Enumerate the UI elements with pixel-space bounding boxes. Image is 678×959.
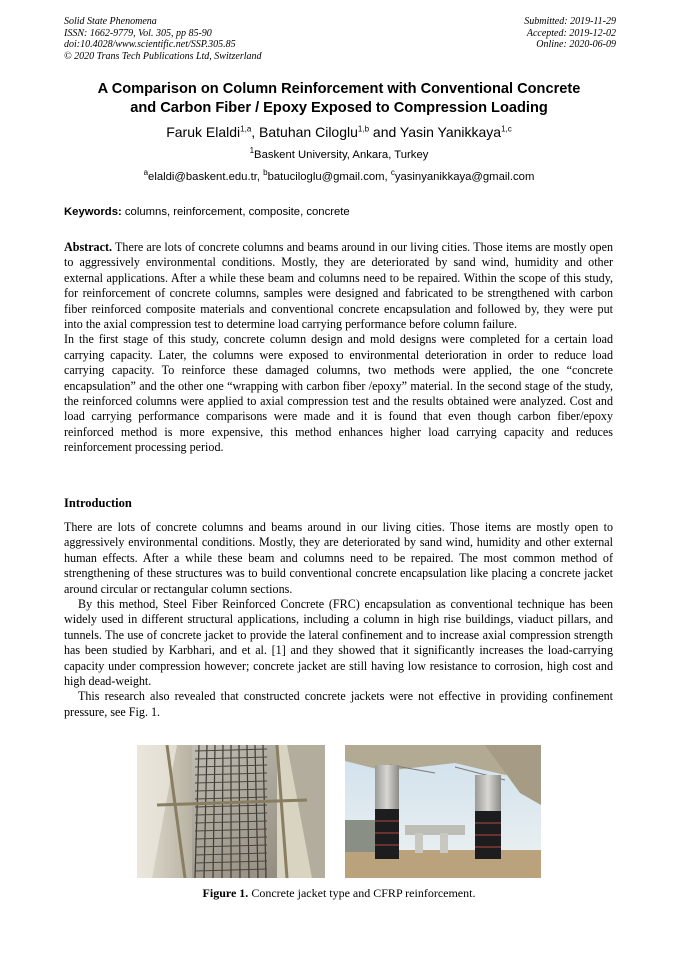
abstract-paragraph-1 (64, 240, 613, 332)
abstract-text-1: There are lots of concrete columns and beams around in our living cities. Those items are mostly open to aggressively environmental conditions. Mostly, they are deteriorated by sand wind, humidity and other external applications. After a while these beam and columns need to be repaired. Within the scope of this study, for reinforcement of concrete columns, samples were designed and fabricated to be strengthened with carbon fiber reinforced composite materials and conventional concrete encapsulation and followed by, they were put into the axial compression test to determine load carrying performance before column failure. (64, 240, 613, 332)
author-2: Batuhan Ciloglu (259, 124, 358, 140)
email-b: batuciloglu@gmail.com, (267, 171, 391, 183)
keywords-text: columns, reinforcement, composite, concrete (121, 206, 350, 218)
author-3: Yasin Yanikkaya (399, 124, 502, 140)
journal-doi: doi:10.4028/www.scientific.net/SSP.305.85 (64, 39, 236, 50)
author-list (40, 123, 638, 141)
author-sep-2: and (369, 124, 400, 140)
figure-caption-text: Concrete jacket type and CFRP reinforcement. (248, 886, 476, 900)
figure-1-caption (40, 886, 638, 901)
rebar-cage-image (137, 745, 325, 878)
accepted-date: Accepted: 2019-12-02 (526, 27, 616, 39)
journal-issn: ISSN: 1662-9779, Vol. 305, pp 85-90 (64, 27, 212, 39)
online-date: Online: 2020-06-09 (536, 39, 616, 50)
journal-header (64, 16, 262, 62)
journal-name: Solid State Phenomena (64, 16, 157, 27)
cfrp-columns-image (345, 745, 541, 878)
dates-header (524, 16, 616, 51)
author-3-affil: 1,c (501, 124, 512, 134)
submitted-date: Submitted: 2019-11-29 (524, 16, 616, 27)
email-a-sup: a (143, 168, 149, 178)
affiliation-text: Baskent University, Ankara, Turkey (254, 149, 429, 161)
author-emails (30, 168, 648, 183)
email-b-sup: b (263, 168, 268, 178)
email-c-sup: c (390, 168, 395, 178)
introduction-body (64, 520, 613, 720)
author-1: Faruk Elaldi (166, 124, 241, 140)
abstract (64, 240, 613, 456)
author-sep-1: , (251, 124, 260, 140)
section-heading-introduction: Introduction (64, 496, 132, 510)
title-line-2: and Carbon Fiber / Epoxy Exposed to Compression Loading (130, 100, 548, 116)
author-1-affil: 1,a (240, 124, 252, 134)
affiliation (40, 146, 638, 161)
abstract-paragraph-2: In the first stage of this study, concrete column design and mold designs were completed for a certain load carrying capacity. Later, the columns were exposed to environmental deterioration in order to reduce load carrying capacity. To reinforce these damaged columns, two methods were applied, the one “concrete encapsulation” and the other one “wrapping with carbon fiber /epoxy” material. In the second stage of the study, the reinforced columns were applied to axial compression test and the results obtained were analyzed. Cost and load carrying performance comparisons were made and it is found that even though carbon fiber/epoxy reinforced method is more expensive, this method enhances higher load carrying capacity and reduces reinforcement processing period. (64, 332, 613, 455)
author-2-affil: 1,b (357, 124, 370, 134)
intro-paragraph-2: By this method, Steel Fiber Reinforced Concrete (FRC) encapsulation as conventional technique has been widely used in different structural applications, including a column in high rise buildings, viaduct pillars, and tunnels. The use of concrete jacket to provide the lateral confinement and to increase axial compression strength has been studied by Karbhari, and et al. [1] and they showed that it significantly increases the load-carrying capacity under compression however; concrete jacket are still having low resistance to corrosion, high cost and high dead-weight. (64, 597, 613, 689)
email-a: elaldi@baskent.edu.tr, (148, 171, 264, 183)
keywords (64, 206, 350, 218)
figure-label: Figure 1. (202, 886, 249, 900)
intro-paragraph-1: There are lots of concrete columns and beams around in our living cities. Those items are mostly open to aggressively environmental conditions. Mostly, they are deteriorated by sand wind, humidity and other external human effects. After a while these beam and columns need to be repaired. The most common method of strengthening of these structures was to build conventional concrete encapsulation like placing a concrete jacket around circular or rectangular column sections. (64, 520, 613, 596)
paper-title (40, 80, 638, 118)
figure-1-right-photo (345, 745, 541, 878)
keywords-label: Keywords: (64, 206, 122, 218)
figure-1-left-photo (137, 745, 325, 878)
intro-paragraph-3: This research also revealed that constructed concrete jackets were not effective in providing confinement pressure, see Fig. 1. (64, 689, 613, 719)
abstract-label: Abstract. (64, 240, 113, 254)
journal-copyright: © 2020 Trans Tech Publications Ltd, Switzerland (64, 50, 262, 62)
email-c: yasinyanikkaya@gmail.com (394, 171, 535, 183)
title-line-1: A Comparison on Column Reinforcement with Conventional Concrete (97, 81, 581, 97)
affiliation-sup: 1 (249, 146, 255, 156)
